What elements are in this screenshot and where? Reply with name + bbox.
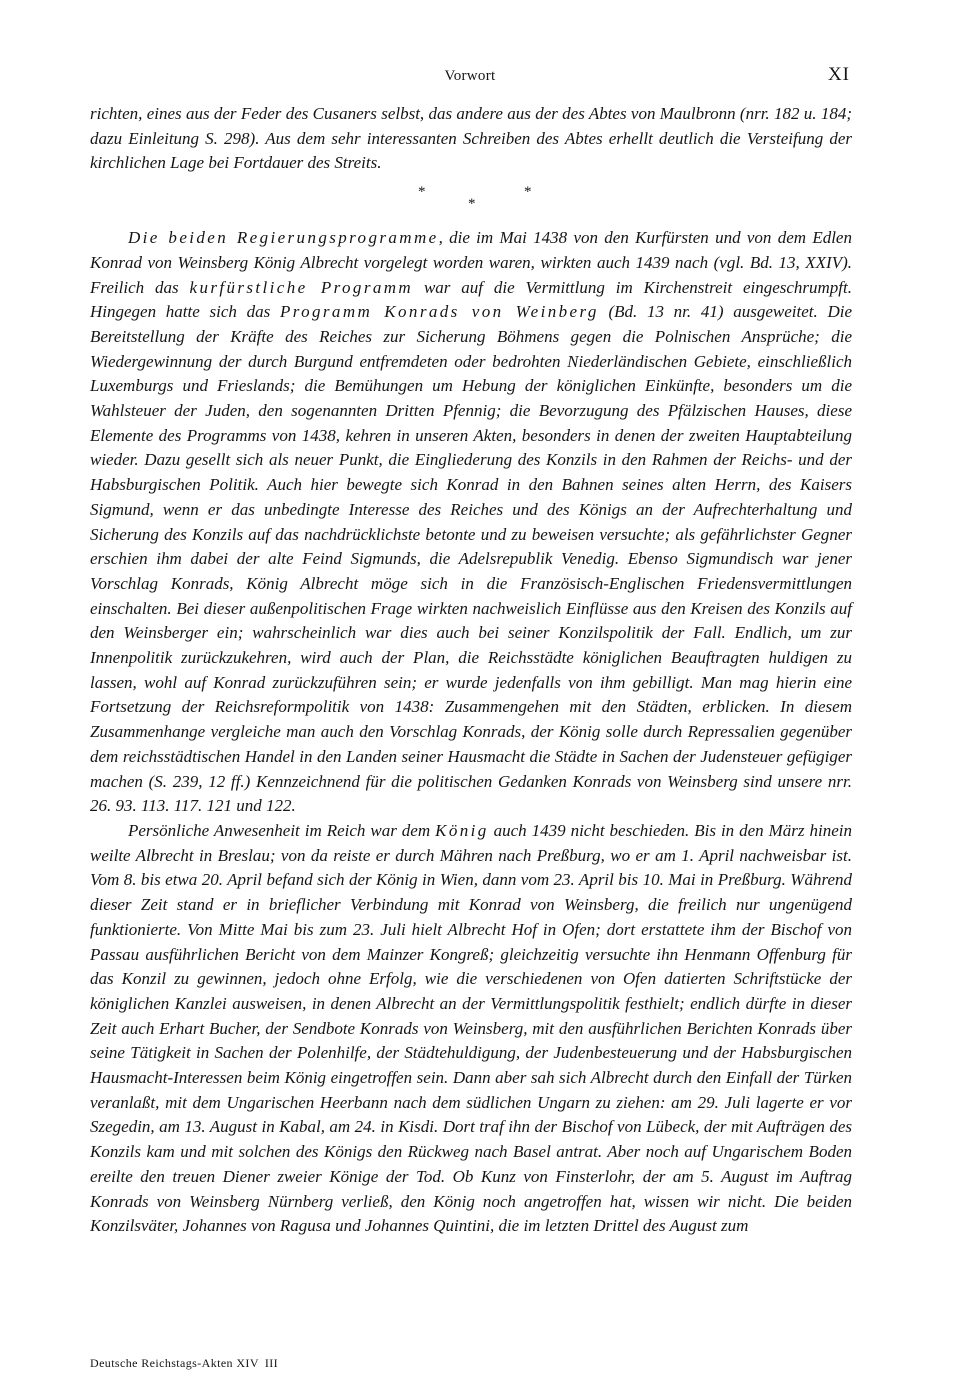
running-head	[90, 64, 850, 88]
emphasis-text: König	[435, 820, 489, 840]
asterisk: *	[524, 184, 532, 201]
paragraph-programs	[90, 226, 852, 819]
paragraph-text: (Bd. 13 nr. 41) ausgeweitet. Die Bereitstellung der Kräfte des Reiches zur Sicherung Böhmens gegen die Polnischen Ansprüche; die Wiedergewinnung der durch Burgund entfremdeten oder bedrohten Niederländischen Gebiete, einschließlich Luxemburgs und Frieslands; die Bemühungen um Hebung der königlichen Einkünfte, besonders um die Wahlsteuer der Juden, den sogenannten Dritten Pfennig; die Bevorzugung des Pfälzischen Hauses, diese Elemente des Programms von 1438, kehren in unseren Akten, besonders in denen der zweiten Hauptabteilung wieder. Dazu gesellt sich als neuer Punkt, die Eingliederung des Konzils in den Rahmen der Reichs- und der Habsburgischen Politik. Auch hier bewegte sich Konrad in den Bahnen seines alten Herrn, des Kaisers Sigmund, wenn er das unbedingte Interesse des Reiches und des Königs an der Aufrechterhaltung und Sicherung des Konzils auf das nachdrücklichste betonte und zu beweisen versuchte; als gefährlichster Gegner erschien ihm dabei der alte Feind Sigmunds, die Adelsrepublik Venedig. Ebenso Sigmundisch war jener Vorschlag Konrads, König Albrecht möge sich in die Französisch-Englischen Friedensvermittlungen einschalten. Bei dieser außenpolitischen Frage wirkten nachweislich Einflüsse aus den Kreisen des Konzils auf den Weinsberger ein; wahrscheinlich war dies auch bei seiner Konzilspolitik der Fall. Endlich, um zur Innenpolitik zurückzukehren, wird auch der Plan, die Reichsstädte königlichen Beauftragten huldigen zu lassen, wohl auf Konrad zurückzuführen sein; er wurde jedenfalls von ihm gebilligt. Man mag hierin eine Fortsetzung der Reichsreformpolitik von 1438: Zusammengehen mit den Städten, erblicken. In diesem Zusammenhange vergleiche man auch den Vorschlag Konrads, der König solle durch Repressalien gegenüber dem reichsstädtischen Handel in den Landen seiner Hausmacht die Städte in Sachen der Judensteuer gefügiger machen (S. 239, 12 ff.) Kennzeichnend für die politischen Gedanken Konrads von Weinsberg sind unsere nrr. 26. 93. 113. 117. 121 und 122.	[90, 302, 852, 816]
page-number: XI	[827, 64, 850, 85]
emphasis-text: kurfürstliche Programm	[189, 277, 414, 297]
footer-title: Deutsche Reichstags-Akten XIV	[90, 1356, 259, 1370]
page-title: Vorwort	[444, 68, 496, 84]
paragraph-text: , die im Mai 1438 von den Kurfürsten und von dem Edlen Konrad von Weinsberg König Albrecht vorgelegt worden waren, wirkten auch 1439 nach (vgl. Bd. 13, XXIV). Freilich das	[90, 228, 852, 297]
emphasis-text: Programm Konrads von Weinberg	[279, 302, 599, 322]
page-footer	[90, 1356, 284, 1371]
emphasis-text: Die beiden Regierungsprogramme	[128, 228, 439, 248]
footer-volume: III	[264, 1356, 279, 1370]
paragraph-continuation: richten, eines aus der Feder des Cusaners selbst, das andere aus der des Abtes von Maulbronn (nrr. 182 u. 184; dazu Einleitung S. 298). Aus dem sehr interessanten Schreiben des Abtes erhellt deutlich die Versteifung der kirchlichen Lage bei Fortdauer des Streits.	[90, 104, 852, 173]
section-separator	[90, 176, 852, 226]
paragraph-presence	[90, 819, 852, 1239]
body-text	[90, 102, 852, 1239]
paragraph-text: auch 1439 nicht beschieden. Bis in den März hinein weilte Albrecht in Breslau; von da reiste er durch Mähren nach Preßburg, wo er am 1. April nachweisbar ist. Vom 8. bis etwa 20. April befand sich der König in Wien, dann vom 23. April bis 10. Mai in Preßburg. Während dieser Zeit stand er in brieflicher Verbindung mit Konrad von Weinsberg, die freilich nur ungenügend funktionierte. Von Mitte Mai bis zum 23. Juli hielt Albrecht Hof in Ofen; dort erstattete ihm der Bischof von Passau ausführlichen Bericht von dem Mainzer Kongreß; gleichzeitig versuchte ihn Henmann Offenburg für das Konzil zu gewinnen, jedoch ohne Erfolg, wie die verschiedenen von Ofen datierten Schriftstücke der königlichen Kanzlei ausweisen, in denen Albrecht an der Vermittlungspolitik festhielt; endlich dürfte in dieser Zeit auch Erhart Bucher, der Sendbote Konrads von Weinsberg, mit den ausführlichen Berichten Konrads über seine Tätigkeit in Sachen der Polenhilfe, der Städtehuldigung, der Judenbesteuerung und der Habsburgischen Hausmacht-Interessen beim König eingetroffen sein. Dann aber sah sich Albrecht durch den Einfall der Türken veranlaßt, mit dem Ungarischen Heerbann nach dem südlichen Ungarn zu ziehen: am 29. Juli lagerte er vor Szegedin, am 13. August in Kabal, am 24. in Kisdi. Dort traf ihn der Bischof von Lübeck, der mit Aufträgen des Konzils kam und mit solchen des Königs den Rückweg nach Basel antrat. Aber noch auf Ungarischem Boden ereilte den treuen Diener zweier Könige der Tod. Ob Kunz von Finsterlohr, der am 5. August im Auftrag Konrads von Weinsberg Nürnberg verließ, den König noch angetroffen hat, wissen wir nicht. Die beiden Konzilsväter, Johannes von Ragusa und Johannes Quintini, die im letzten Drittel des August zum	[90, 820, 852, 1236]
paragraph-text: war auf die Vermittlung im Kirchenstreit eingeschrumpft. Hingegen hatte sich das	[90, 277, 853, 322]
asterisk: *	[418, 184, 426, 201]
paragraph-text: Persönliche Anwesenheit im Reich war dem	[128, 820, 436, 840]
asterisk: *	[468, 196, 476, 213]
